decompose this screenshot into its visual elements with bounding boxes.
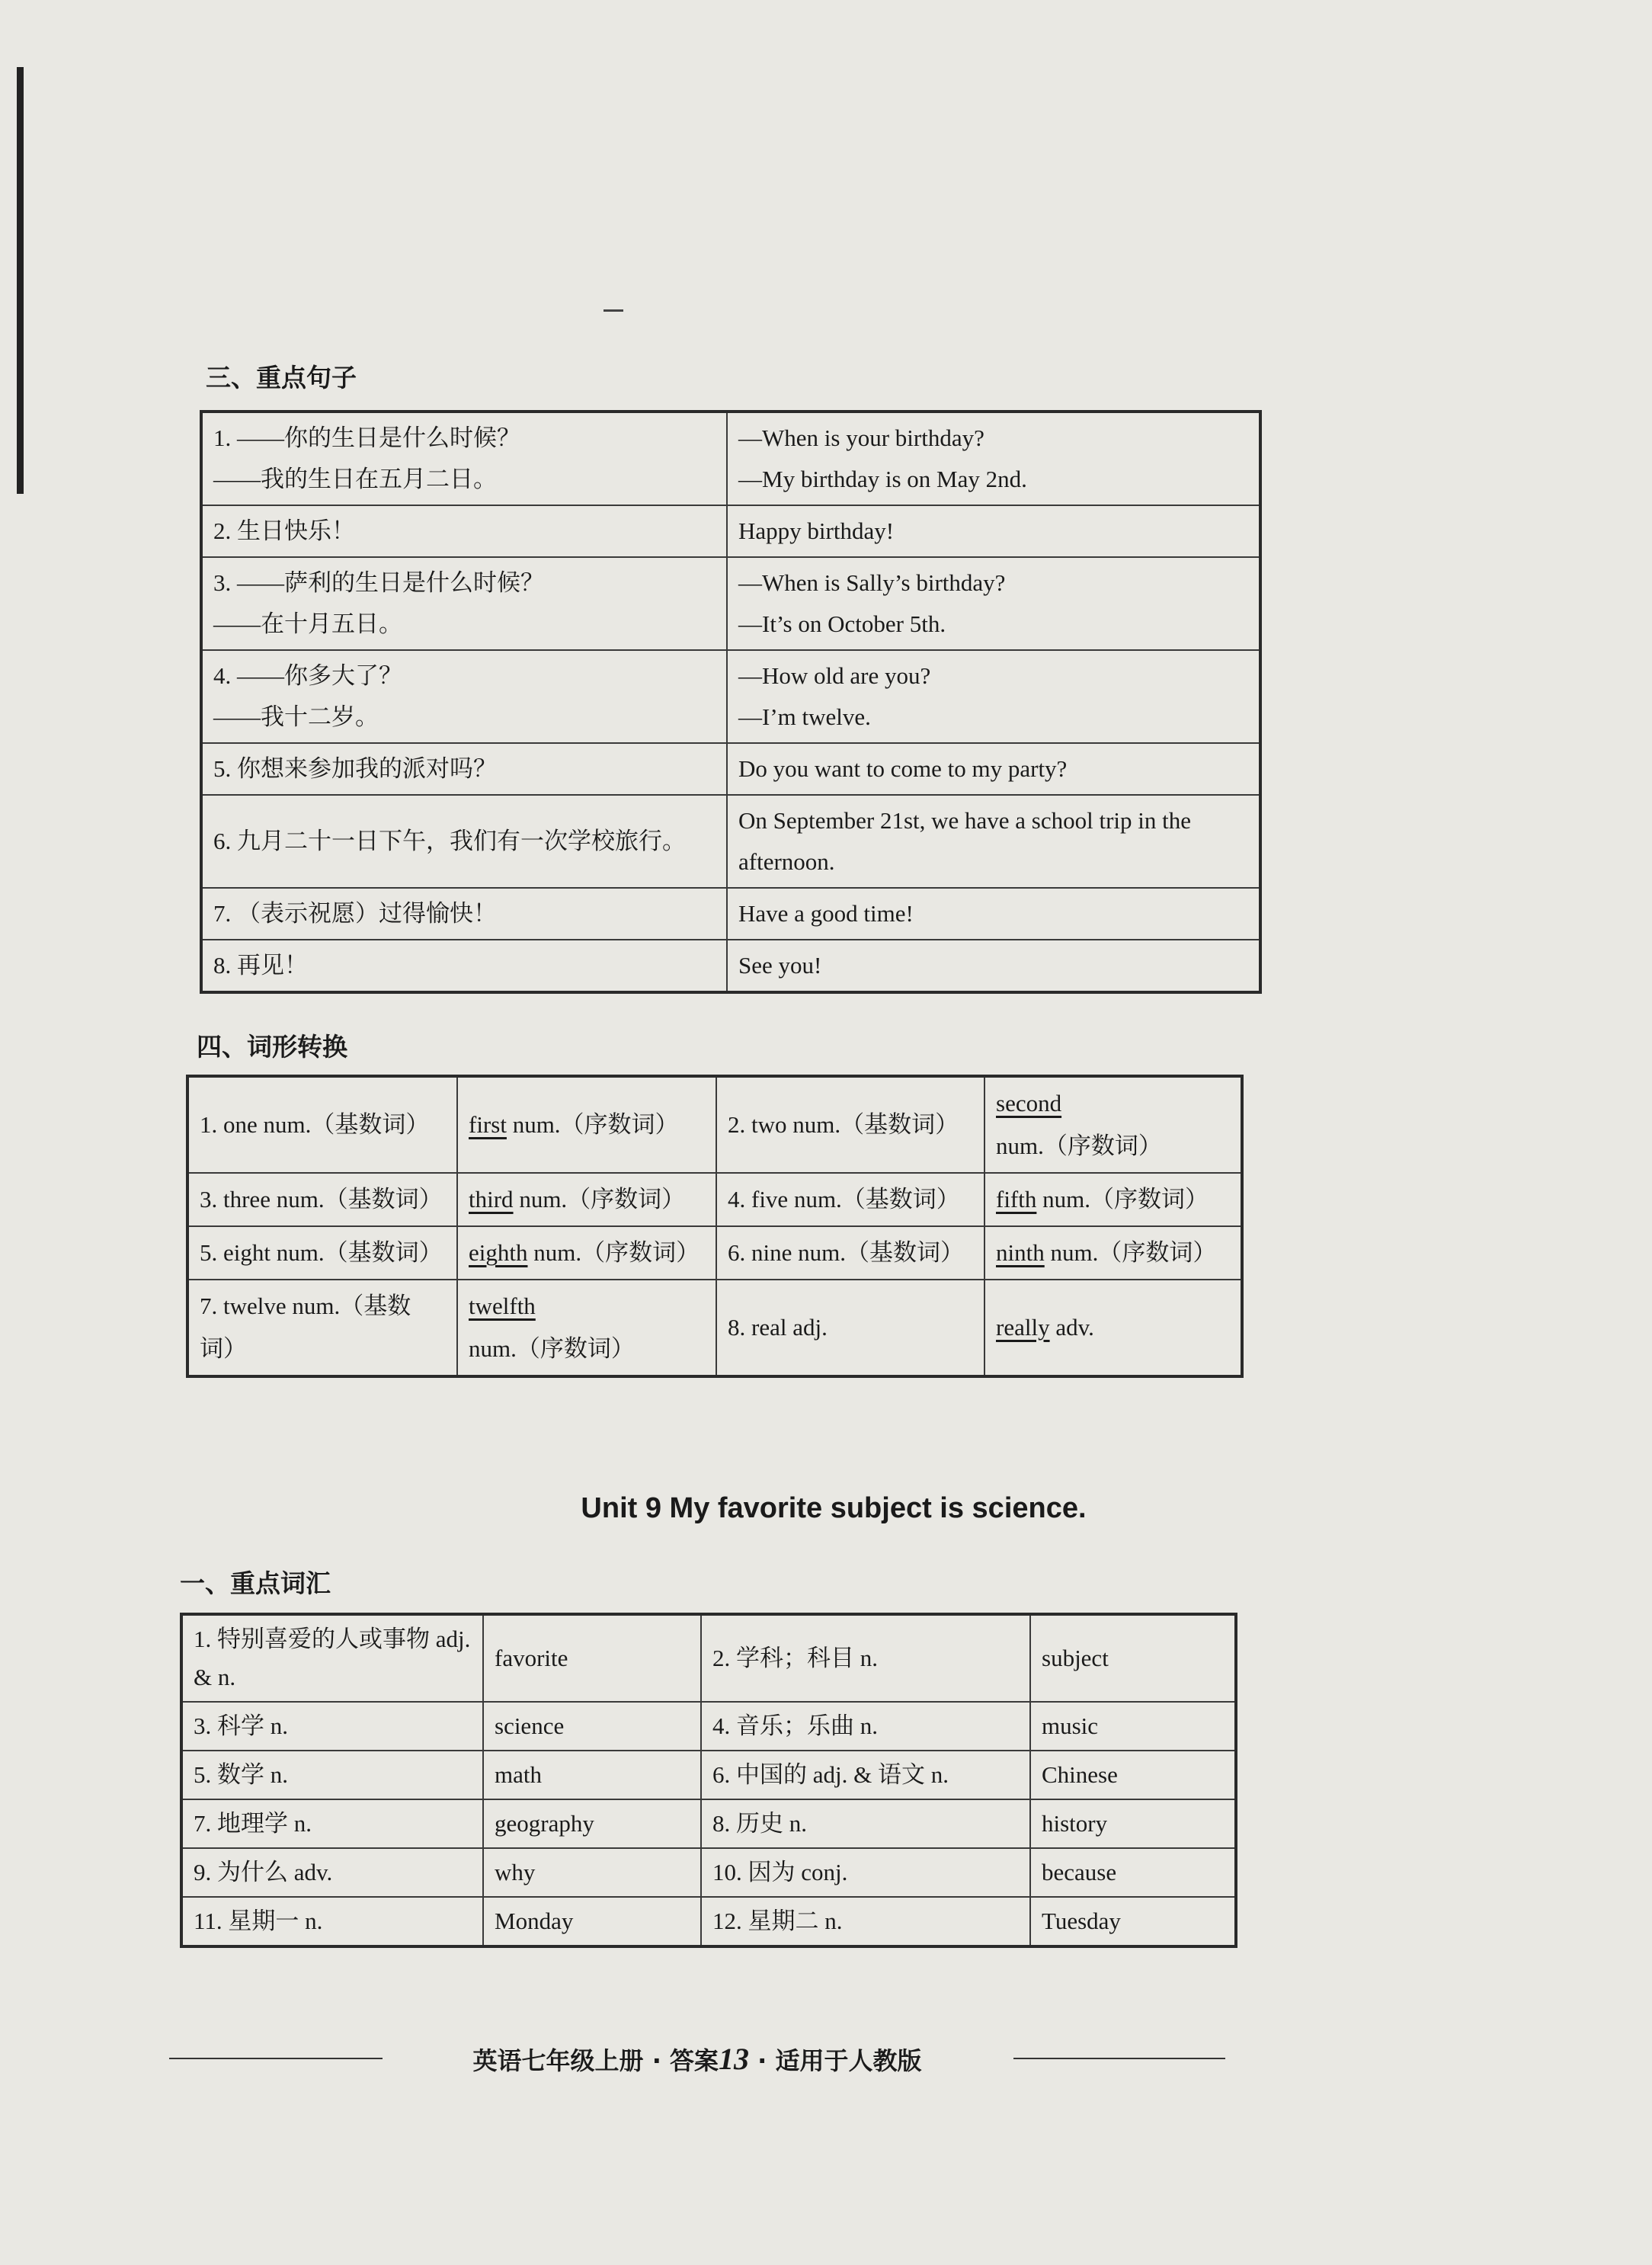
word-form-answer-cell (457, 1280, 716, 1376)
table-row (201, 888, 1260, 940)
table-row (187, 1173, 1242, 1226)
word-form-answer: really (996, 1314, 1050, 1341)
word-form-pos: num.（序数词） (527, 1239, 700, 1266)
word-form-pos: num.（序数词） (469, 1335, 635, 1362)
table-row (201, 412, 1260, 505)
table-row (181, 1799, 1236, 1848)
word-form-answer: first (469, 1111, 507, 1138)
word-form-answer-cell (457, 1076, 716, 1173)
sentence-chinese: 1. ——你的生日是什么时候？ ——我的生日在五月二日。 (201, 412, 727, 505)
vocab-answer: music (1030, 1702, 1236, 1751)
section-1-heading: 一、重点词汇 (180, 1568, 331, 1598)
vocab-question: 10. 因为 conj. (701, 1848, 1030, 1897)
vocab-question: 9. 为什么 adv. (181, 1848, 483, 1897)
word-form-answer: second (996, 1090, 1062, 1116)
word-form-answer-cell (984, 1173, 1242, 1226)
word-form-answer-cell (457, 1226, 716, 1280)
word-form-pos: num.（序数词） (513, 1186, 686, 1213)
word-form-pos: num.（序数词） (996, 1132, 1162, 1159)
sentence-english: Have a good time! (727, 888, 1260, 940)
word-form-answer-cell (457, 1173, 716, 1226)
sentence-english: Happy birthday! (727, 505, 1260, 557)
word-form-table (186, 1075, 1244, 1378)
sentence-english: See you! (727, 940, 1260, 992)
word-form-question: 3. three num.（基数词） (187, 1173, 457, 1226)
word-form-question: 6. nine num.（基数词） (716, 1226, 984, 1280)
vocab-answer: Monday (483, 1897, 701, 1946)
table-row (181, 1751, 1236, 1799)
sentence-english: —When is Sally’s birthday? —It’s on October 5th. (727, 557, 1260, 650)
vocab-answer: math (483, 1751, 701, 1799)
vocab-question: 12. 星期二 n. (701, 1897, 1030, 1946)
vocab-question: 8. 历史 n. (701, 1799, 1030, 1848)
vocab-answer: because (1030, 1848, 1236, 1897)
table-row (181, 1848, 1236, 1897)
dash-mark (603, 309, 623, 312)
table-row (187, 1226, 1242, 1280)
footer-rule-left (169, 2058, 383, 2059)
vocab-answer: history (1030, 1799, 1236, 1848)
vocab-question: 5. 数学 n. (181, 1751, 483, 1799)
sentence-english: Do you want to come to my party? (727, 743, 1260, 795)
sentence-chinese: 7. （表示祝愿）过得愉快！ (201, 888, 727, 940)
footer-rule-right (1013, 2058, 1225, 2059)
word-form-pos: num.（序数词） (1036, 1186, 1209, 1213)
footer-left-text: 英语七年级上册 · 答案 (472, 2046, 719, 2075)
vocab-answer: Tuesday (1030, 1897, 1236, 1946)
word-form-question: 7. twelve num.（基数词） (187, 1280, 457, 1376)
sentence-english: On September 21st, we have a school trip in the afternoon. (727, 795, 1260, 888)
sentence-english: —How old are you? —I’m twelve. (727, 650, 1260, 743)
table-row (181, 1897, 1236, 1946)
vocab-answer: favorite (483, 1614, 701, 1702)
word-form-question: 4. five num.（基数词） (716, 1173, 984, 1226)
word-form-answer-cell (984, 1280, 1242, 1376)
sentence-chinese: 2. 生日快乐！ (201, 505, 727, 557)
table-row (201, 650, 1260, 743)
table-row (201, 940, 1260, 992)
table-row (201, 795, 1260, 888)
word-form-answer-cell (984, 1226, 1242, 1280)
table-row (181, 1702, 1236, 1751)
vocab-question: 11. 星期一 n. (181, 1897, 483, 1946)
vocab-answer: why (483, 1848, 701, 1897)
page-edge-bar (17, 67, 24, 494)
word-form-pos: num.（序数词） (1044, 1239, 1217, 1266)
vocab-question: 7. 地理学 n. (181, 1799, 483, 1848)
word-form-answer: third (469, 1186, 514, 1213)
footer-right-text: · 适用于人教版 (749, 2046, 922, 2075)
table-row (201, 505, 1260, 557)
word-form-question: 5. eight num.（基数词） (187, 1226, 457, 1280)
word-form-pos: adv. (1049, 1314, 1094, 1341)
vocab-question: 3. 科学 n. (181, 1702, 483, 1751)
unit-title: Unit 9 My favorite subject is science. (581, 1492, 1087, 1524)
word-form-answer-cell (984, 1076, 1242, 1173)
word-form-question: 8. real adj. (716, 1280, 984, 1376)
vocab-question: 4. 音乐；乐曲 n. (701, 1702, 1030, 1751)
table-row (187, 1280, 1242, 1376)
key-vocabulary-table (180, 1613, 1237, 1948)
footer-text (381, 2041, 1013, 2077)
sentence-chinese: 6. 九月二十一日下午，我们有一次学校旅行。 (201, 795, 727, 888)
table-row (201, 743, 1260, 795)
footer-page-number: 13 (719, 2042, 749, 2076)
section-3-heading: 三、重点句子 (206, 363, 357, 392)
vocab-question: 2. 学科；科目 n. (701, 1614, 1030, 1702)
page-footer (169, 2041, 1225, 2076)
vocab-answer: Chinese (1030, 1751, 1236, 1799)
sentence-chinese: 4. ——你多大了？ ——我十二岁。 (201, 650, 727, 743)
vocab-question: 6. 中国的 adj. & 语文 n. (701, 1751, 1030, 1799)
table-row (187, 1076, 1242, 1173)
table-row (201, 557, 1260, 650)
table-row (181, 1614, 1236, 1702)
sentence-english: —When is your birthday? —My birthday is on May 2nd. (727, 412, 1260, 505)
vocab-answer: subject (1030, 1614, 1236, 1702)
sentence-chinese: 5. 你想来参加我的派对吗？ (201, 743, 727, 795)
word-form-question: 2. two num.（基数词） (716, 1076, 984, 1173)
sentence-chinese: 3. ——萨利的生日是什么时候？ ——在十月五日。 (201, 557, 727, 650)
word-form-question: 1. one num.（基数词） (187, 1076, 457, 1173)
vocab-answer: science (483, 1702, 701, 1751)
word-form-pos: num.（序数词） (506, 1111, 679, 1138)
key-sentences-table (200, 410, 1262, 994)
vocab-question: 1. 特别喜爱的人或事物 adj. & n. (181, 1614, 483, 1702)
word-form-answer: fifth (996, 1186, 1037, 1213)
sentence-chinese: 8. 再见！ (201, 940, 727, 992)
word-form-answer: eighth (469, 1239, 528, 1266)
word-form-answer: ninth (996, 1239, 1045, 1266)
section-4-heading: 四、词形转换 (197, 1032, 347, 1062)
word-form-answer: twelfth (469, 1293, 536, 1319)
vocab-answer: geography (483, 1799, 701, 1848)
